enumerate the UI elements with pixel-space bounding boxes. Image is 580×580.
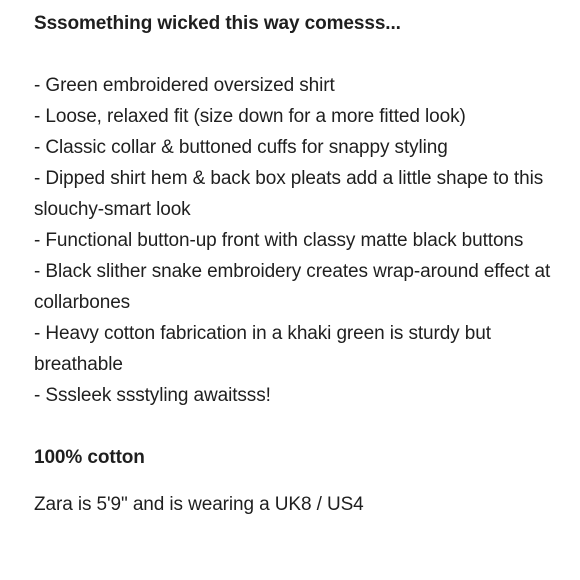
feature-list [34, 70, 554, 411]
feature-item-embroidery: - Black slither snake embroidery creates wrap-around effect at collarbones [34, 261, 551, 313]
spacer [34, 411, 554, 442]
model-info: Zara is 5'9" and is wearing a UK8 / US4 [34, 494, 364, 515]
material-label: 100% cotton [34, 447, 145, 468]
feature-item-buttons: - Functional button-up front with classy matte black buttons [34, 230, 524, 251]
description-title: Sssomething wicked this way comesss... [34, 13, 401, 34]
feature-item-styling: - Sssleek ssstyling awaitsss! [34, 385, 271, 406]
feature-item-fabric: - Heavy cotton fabrication in a khaki green is sturdy but breathable [34, 323, 491, 375]
spacer [34, 473, 554, 489]
feature-item-fit: - Loose, relaxed fit (size down for a more fitted look) [34, 106, 466, 127]
feature-item-hem: - Dipped shirt hem & back box pleats add a little shape to this slouchy-smart look [34, 168, 544, 220]
product-description [34, 8, 554, 520]
feature-item-collar: - Classic collar & buttoned cuffs for snappy styling [34, 137, 448, 158]
feature-item-oversized: - Green embroidered oversized shirt [34, 75, 335, 96]
spacer [34, 39, 554, 70]
